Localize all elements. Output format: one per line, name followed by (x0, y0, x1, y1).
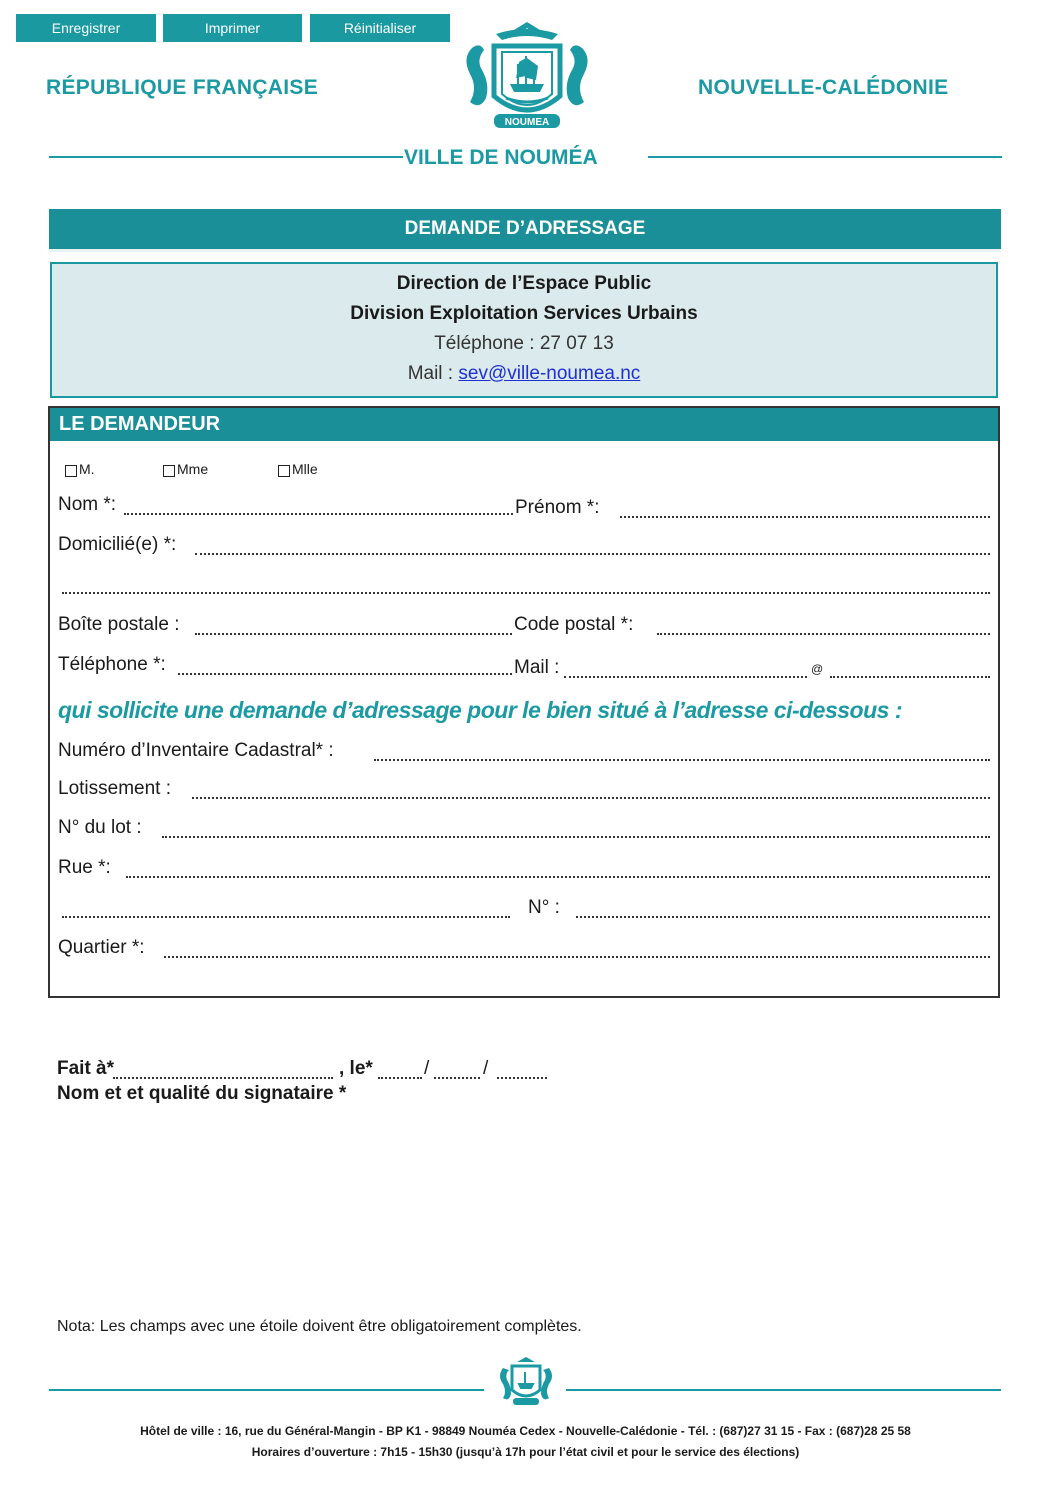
rue-field-2[interactable] (62, 916, 510, 918)
rue-label: Rue *: (58, 857, 111, 878)
footer-hours: Horaires d’ouverture : 7h15 - 15h30 (jusqu’à 17h pour l’état civil et pour le service des élections) (251, 1445, 800, 1459)
year-field[interactable] (497, 1077, 547, 1079)
month-field[interactable] (434, 1077, 480, 1079)
numero-field[interactable] (576, 916, 990, 918)
checkbox-mme[interactable] (163, 465, 175, 477)
section-header: LE DEMANDEUR (50, 408, 998, 441)
checkbox-mlle[interactable] (278, 465, 290, 477)
prenom-label: Prénom *: (515, 497, 600, 518)
checkbox-m[interactable] (65, 465, 77, 477)
mail-label: Mail : (407, 363, 459, 384)
cp-label: Code postal *: (514, 614, 634, 635)
fait-label: Fait à* (57, 1058, 115, 1079)
date-sep-1: / (424, 1058, 430, 1079)
day-field[interactable] (378, 1077, 422, 1079)
header-right: NOUVELLE-CALÉDONIE (698, 76, 949, 99)
at-sign: @ (811, 662, 824, 676)
bp-label: Boîte postale : (58, 614, 180, 635)
direction-label: Direction de l’Espace Public (396, 273, 652, 294)
contact-box (50, 262, 998, 398)
header-left: RÉPUBLIQUE FRANÇAISE (46, 76, 319, 99)
nic-field[interactable] (374, 759, 990, 761)
tel-field[interactable] (178, 673, 512, 675)
nota-text: Nota: Les champs avec une étoile doivent être obligatoirement complètes. (57, 1318, 582, 1335)
domicile-label: Domicilié(e) *: (58, 534, 177, 555)
footer-address: Hôtel de ville : 16, rue du Général-Mangin - BP K1 - 98849 Nouméa Cedex - Nouvelle-Calédonie - Tél. : (687)27 31 15 - Fax : (687)28 25 58 (140, 1424, 911, 1438)
city-name: VILLE DE NOUMÉA (404, 146, 598, 169)
domicile-field[interactable] (195, 553, 990, 555)
fait-field[interactable] (113, 1077, 333, 1079)
lot-label: N° du lot : (58, 817, 142, 838)
mail-user-field[interactable] (564, 676, 807, 678)
numero-label: N° : (528, 897, 560, 918)
lot-field[interactable] (162, 836, 990, 838)
tel-label: Téléphone *: (58, 654, 166, 675)
checkbox-mme-label: Mme (177, 461, 209, 477)
request-statement: qui sollicite une demande d’adressage pour le bien situé à l’adresse ci-dessous : (58, 697, 903, 723)
checkbox-m-label: M. (79, 461, 95, 477)
reset-button[interactable]: Réinitialiser (310, 14, 450, 42)
date-sep-2: / (483, 1058, 489, 1079)
footer-crest-icon (495, 1356, 557, 1408)
quartier-field[interactable] (164, 956, 990, 958)
save-button[interactable]: Enregistrer (16, 14, 156, 42)
lotissement-label: Lotissement : (58, 778, 171, 799)
nom-label: Nom *: (58, 494, 117, 515)
nom-field[interactable] (124, 513, 513, 515)
division-label: Division Exploitation Services Urbains (350, 303, 698, 324)
prenom-field[interactable] (620, 516, 990, 518)
signatory-label: Nom et et qualité du signataire * (57, 1083, 347, 1104)
mail-field-label: Mail : (514, 657, 560, 678)
nic-label: Numéro d’Inventaire Cadastral* : (58, 740, 334, 761)
cp-field[interactable] (657, 633, 990, 635)
form-title: DEMANDE D’ADRESSAGE (49, 209, 1001, 252)
phone-label: Téléphone : 27 07 13 (434, 333, 614, 354)
mail-domain-field[interactable] (830, 676, 990, 678)
svg-text:NOUMEA: NOUMEA (504, 117, 550, 128)
quartier-label: Quartier *: (58, 937, 145, 958)
print-button[interactable]: Imprimer (163, 14, 302, 42)
rue-field[interactable] (126, 876, 990, 878)
date-label: , le* (339, 1058, 373, 1079)
checkbox-mlle-label: Mlle (292, 461, 318, 477)
city-crest-logo (456, 18, 598, 133)
requester-section (48, 406, 1000, 998)
domicile-field-2[interactable] (62, 592, 990, 594)
mail-link[interactable]: sev@ville-noumea.nc (458, 363, 641, 384)
lotissement-field[interactable] (192, 797, 990, 799)
bp-field[interactable] (195, 633, 512, 635)
